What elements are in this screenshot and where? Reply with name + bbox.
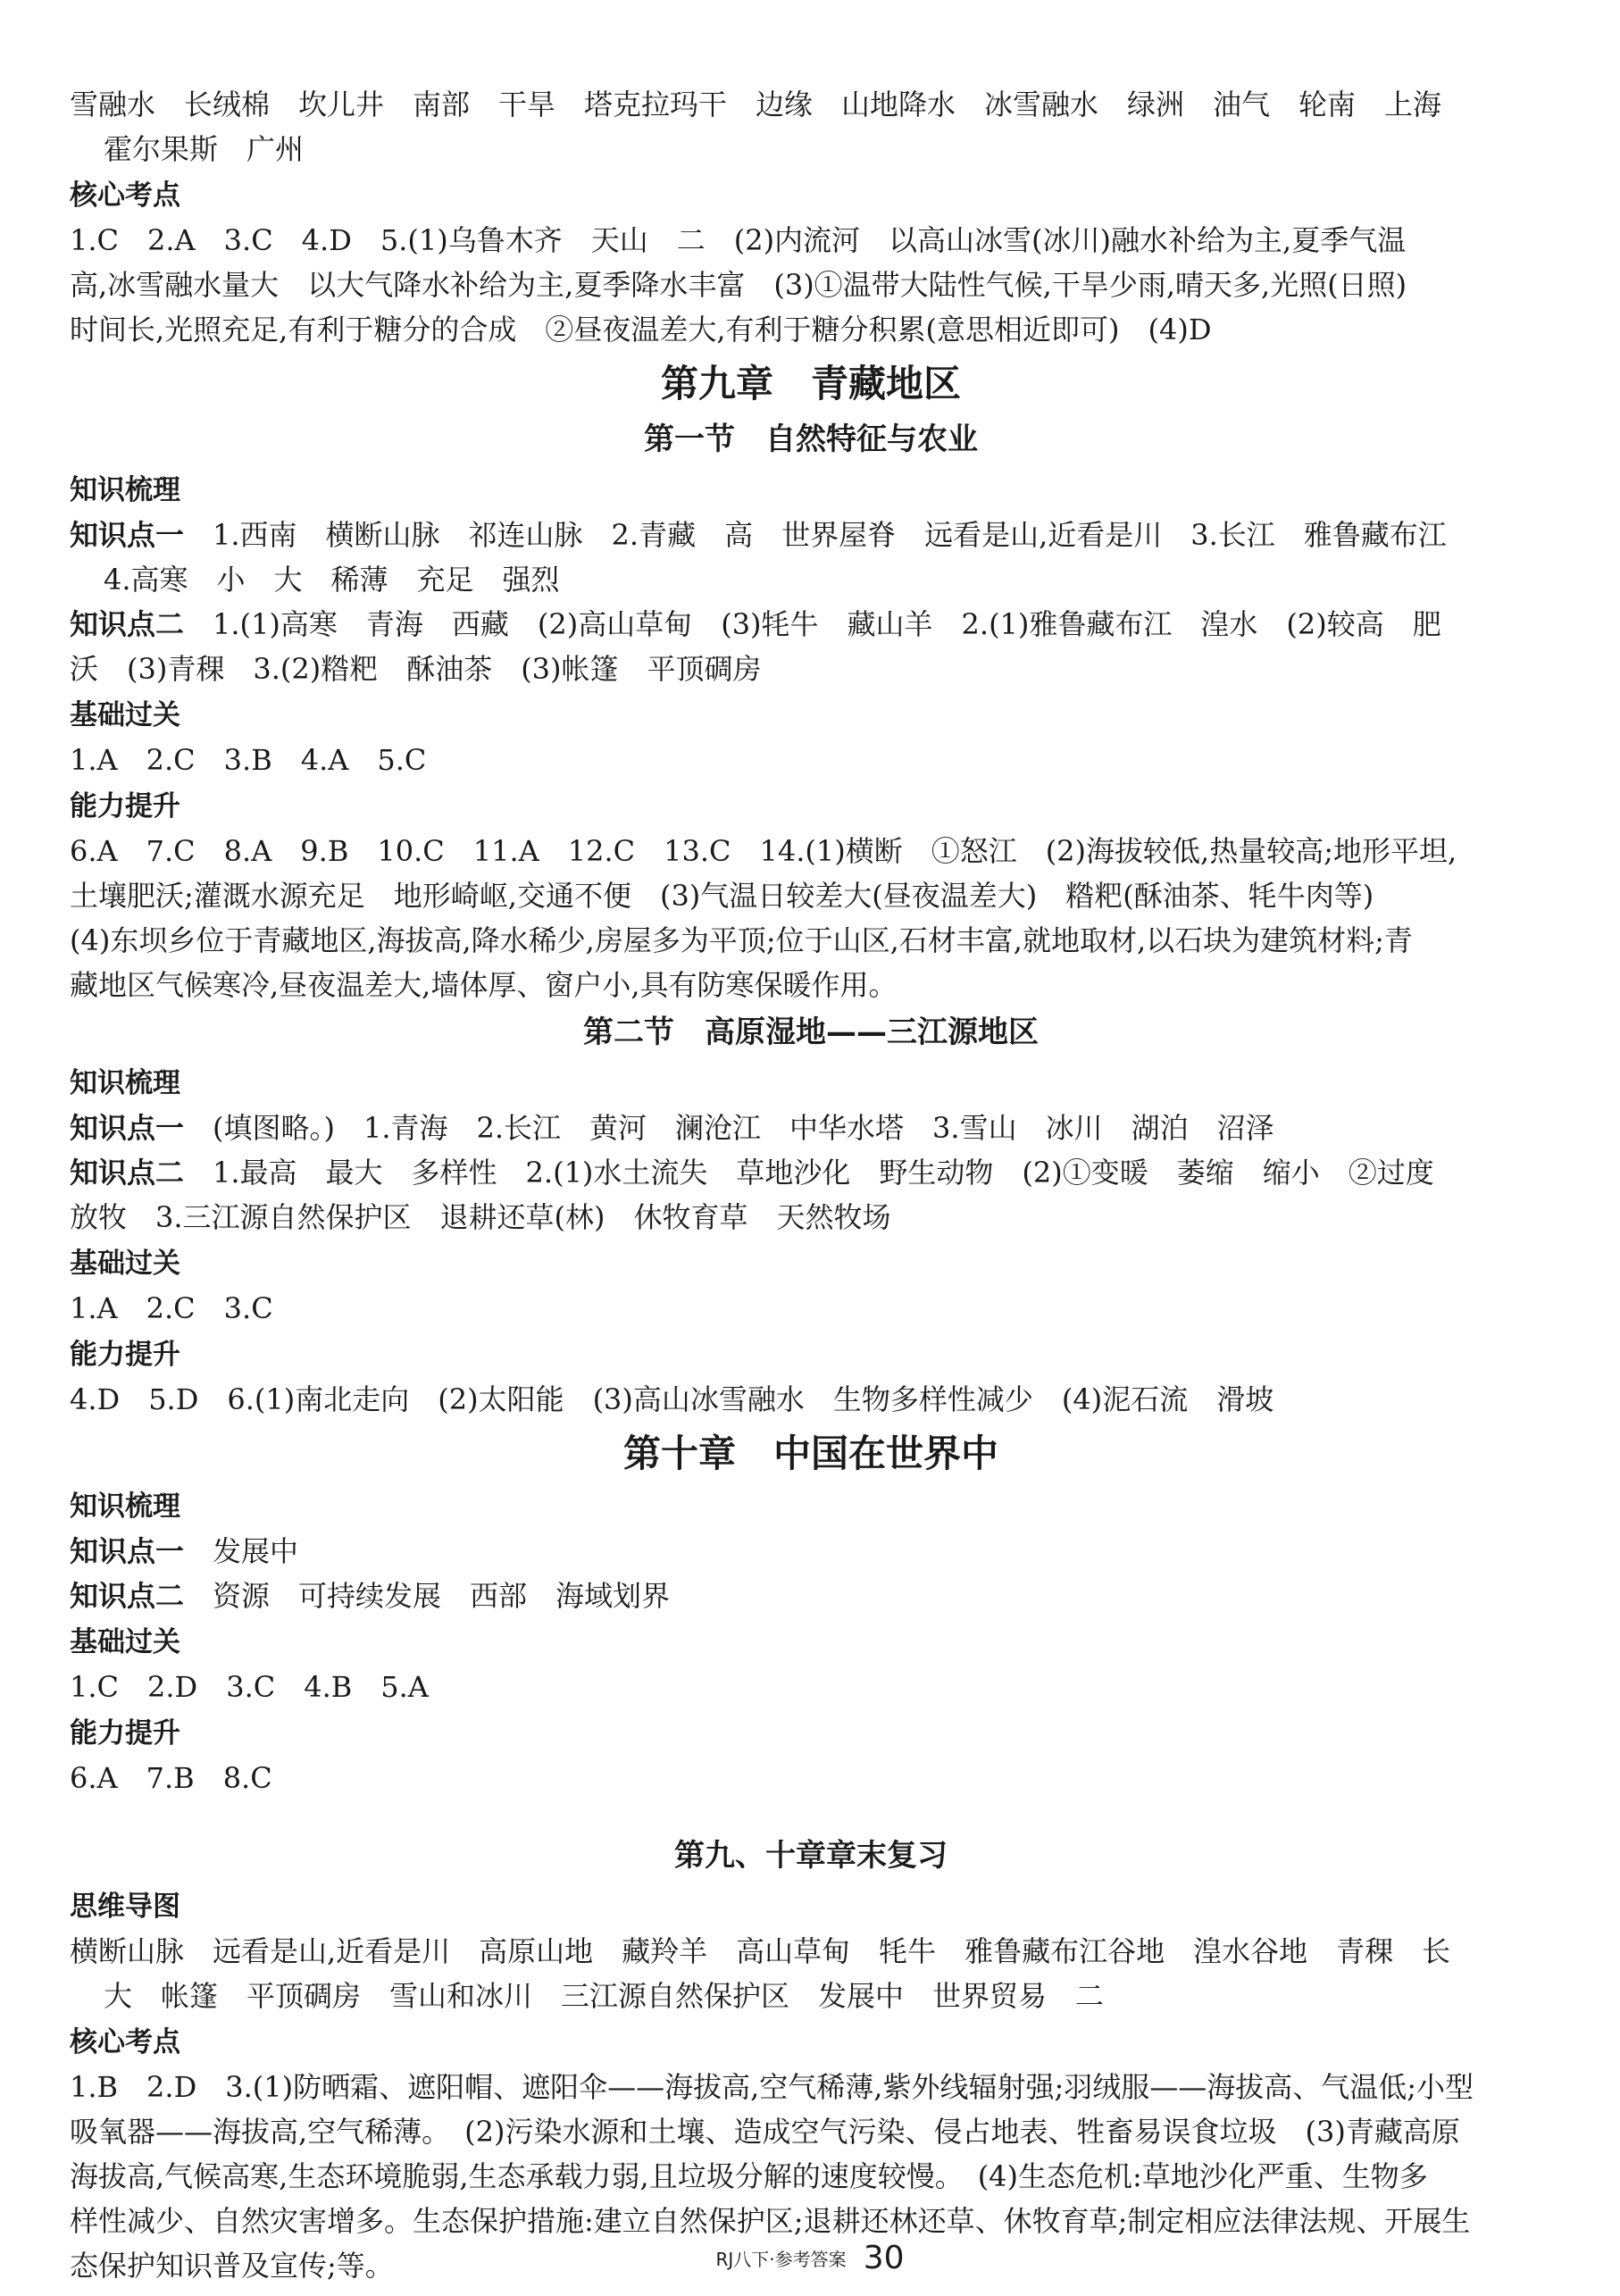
section-title: 第一节 自然特征与农业 xyxy=(644,422,978,457)
knowledge-point-line xyxy=(70,513,1552,557)
answer-text: 1.(1)高寒 青海 西藏 (2)高山草甸 (3)牦牛 藏山羊 2.(1)雅鲁藏布江 湟水 (2)较高 肥 xyxy=(184,607,1441,641)
answer-line: 放牧 3.三江源自然保护区 退耕还草(林) 休牧育草 天然牧场 xyxy=(70,1200,891,1234)
answer-line: 海拔高,气候高寒,生态环境脆弱,生态承载力弱,且垃圾分解的速度较慢。 (4)生态危机:草地沙化严重、生物多 xyxy=(70,2159,1428,2193)
subsection-heading: 知识梳理 xyxy=(70,474,180,506)
knowledge-point-label: 知识点二 xyxy=(70,1156,185,1190)
subsection-heading: 思维导图 xyxy=(70,1891,180,1923)
answer-text: 1.西南 横断山脉 祁连山脉 2.青藏 高 世界屋脊 远看是山,近看是川 3.长江 雅鲁藏布江 xyxy=(184,518,1447,552)
answer-line: 态保护知识普及宣传;等。 xyxy=(70,2249,394,2283)
answer-line: 6.A 7.C 8.A 9.B 10.C 11.A 12.C 13.C 14.(1)横断 ①怒江 (2)海拔较低,热量较高;地形平坦, xyxy=(70,834,1457,868)
answer-line: 雪融水 长绒棉 坎儿井 南部 干旱 塔克拉玛干 边缘 山地降水 冰雪融水 绿洲 油气 轮南 上海 xyxy=(70,88,1442,121)
chapter-title: 第九章 青藏地区 xyxy=(660,362,961,405)
answer-line: 1.A 2.C 3.B 4.A 5.C xyxy=(70,743,427,777)
answer-text: 资源 可持续发展 西部 海域划界 xyxy=(184,1579,671,1613)
answer-text: 发展中 xyxy=(184,1534,299,1568)
answer-line: 6.A 7.B 8.C xyxy=(70,1761,272,1795)
answer-line: 大 帐篷 平顶碉房 雪山和冰川 三江源自然保护区 发展中 世界贸易 二 xyxy=(104,1979,1105,2013)
chapter-title: 第十章 中国在世界中 xyxy=(622,1432,998,1475)
subsection-heading: 基础过关 xyxy=(70,1248,180,1280)
knowledge-point-line xyxy=(70,1106,1552,1150)
answer-line: 样性减少、自然灾害增多。生态保护措施:建立自然保护区;退耕还林还草、休牧育草;制定相应法律法规、开展生 xyxy=(70,2204,1471,2238)
subsection-heading: 核心考点 xyxy=(70,180,180,212)
footer-tag: RJ八下·参考答案 xyxy=(715,2249,847,2270)
answer-line: 吸氧器——海拔高,空气稀薄。 (2)污染水源和土壤、造成空气污染、侵占地表、牲畜易误食垃圾 (3)青藏高原 xyxy=(70,2115,1460,2149)
answer-line: 横断山脉 远看是山,近看是川 高原山地 藏羚羊 高山草甸 牦牛 雅鲁藏布江谷地 湟水谷地 青稞 长 xyxy=(70,1934,1451,1968)
subsection-heading: 核心考点 xyxy=(70,2026,180,2058)
knowledge-point-label: 知识点一 xyxy=(70,1534,185,1568)
knowledge-point-label: 知识点一 xyxy=(70,1111,185,1145)
page-footer xyxy=(0,2240,1620,2276)
answer-line: 4.高寒 小 大 稀薄 充足 强烈 xyxy=(104,563,560,597)
answer-page xyxy=(70,82,1552,2288)
subsection-heading: 知识梳理 xyxy=(70,1490,180,1523)
knowledge-point-label: 知识点一 xyxy=(70,518,185,552)
answer-text: (填图略。) 1.青海 2.长江 黄河 澜沧江 中华水塔 3.雪山 冰川 湖泊 沼泽 xyxy=(184,1111,1274,1145)
answer-text: 1.最高 最大 多样性 2.(1)水土流失 草地沙化 野生动物 (2)①变暖 萎缩 缩小 ②过度 xyxy=(184,1156,1434,1190)
subsection-heading: 能力提升 xyxy=(70,790,180,822)
answer-line: 藏地区气候寒冷,昼夜温差大,墙体厚、窗户小,具有防寒保暖作用。 xyxy=(70,968,898,1002)
answer-line: (4)东坝乡位于青藏地区,海拔高,降水稀少,房屋多为平顶;位于山区,石材丰富,就地取材,以石块为建筑材料;青 xyxy=(70,923,1413,957)
knowledge-point-label: 知识点二 xyxy=(70,1579,185,1613)
answer-line: 时间长,光照充足,有利于糖分的合成 ②昼夜温差大,有利于糖分积累(意思相近即可) (4)D xyxy=(70,313,1212,346)
answer-line: 1.C 2.D 3.C 4.B 5.A xyxy=(70,1670,429,1704)
section-title: 第九、十章章末复习 xyxy=(674,1838,948,1874)
answer-line: 1.C 2.A 3.C 4.D 5.(1)乌鲁木齐 天山 二 (2)内流河 以高山冰雪(冰川)融水补给为主,夏季气温 xyxy=(70,223,1407,257)
subsection-heading: 知识梳理 xyxy=(70,1067,180,1099)
answer-line: 1.B 2.D 3.(1)防晒霜、遮阳帽、遮阳伞——海拔高,空气稀薄,紫外线辐射强;羽绒服——海拔高、气温低;小型 xyxy=(70,2070,1474,2104)
subsection-heading: 基础过关 xyxy=(70,1626,180,1658)
knowledge-point-label: 知识点二 xyxy=(70,607,185,641)
answer-line: 4.D 5.D 6.(1)南北走向 (2)太阳能 (3)高山冰雪融水 生物多样性减少 (4)泥石流 滑坡 xyxy=(70,1382,1274,1416)
section-title: 第二节 高原湿地——三江源地区 xyxy=(583,1014,1039,1050)
answer-line: 霍尔果斯 广州 xyxy=(104,132,305,166)
knowledge-point-line xyxy=(70,1529,1552,1574)
page-number: 30 xyxy=(863,2240,905,2276)
knowledge-point-line xyxy=(70,602,1552,647)
answer-line: 土壤肥沃;灌溉水源充足 地形崎岖,交通不便 (3)气温日较差大(昼夜温差大) 糌粑(酥油茶、牦牛肉等) xyxy=(70,879,1374,913)
answer-line: 沃 (3)青稞 3.(2)糌粑 酥油茶 (3)帐篷 平顶碉房 xyxy=(70,652,762,686)
knowledge-point-line xyxy=(70,1574,1552,1618)
subsection-heading: 基础过关 xyxy=(70,699,180,731)
subsection-heading: 能力提升 xyxy=(70,1717,180,1749)
answer-line: 1.A 2.C 3.C xyxy=(70,1291,273,1325)
answer-line: 高,冰雪融水量大 以大气降水补给为主,夏季降水丰富 (3)①温带大陆性气候,干旱少雨,晴天多,光照(日照) xyxy=(70,268,1407,302)
subsection-heading: 能力提升 xyxy=(70,1339,180,1371)
knowledge-point-line xyxy=(70,1150,1552,1195)
